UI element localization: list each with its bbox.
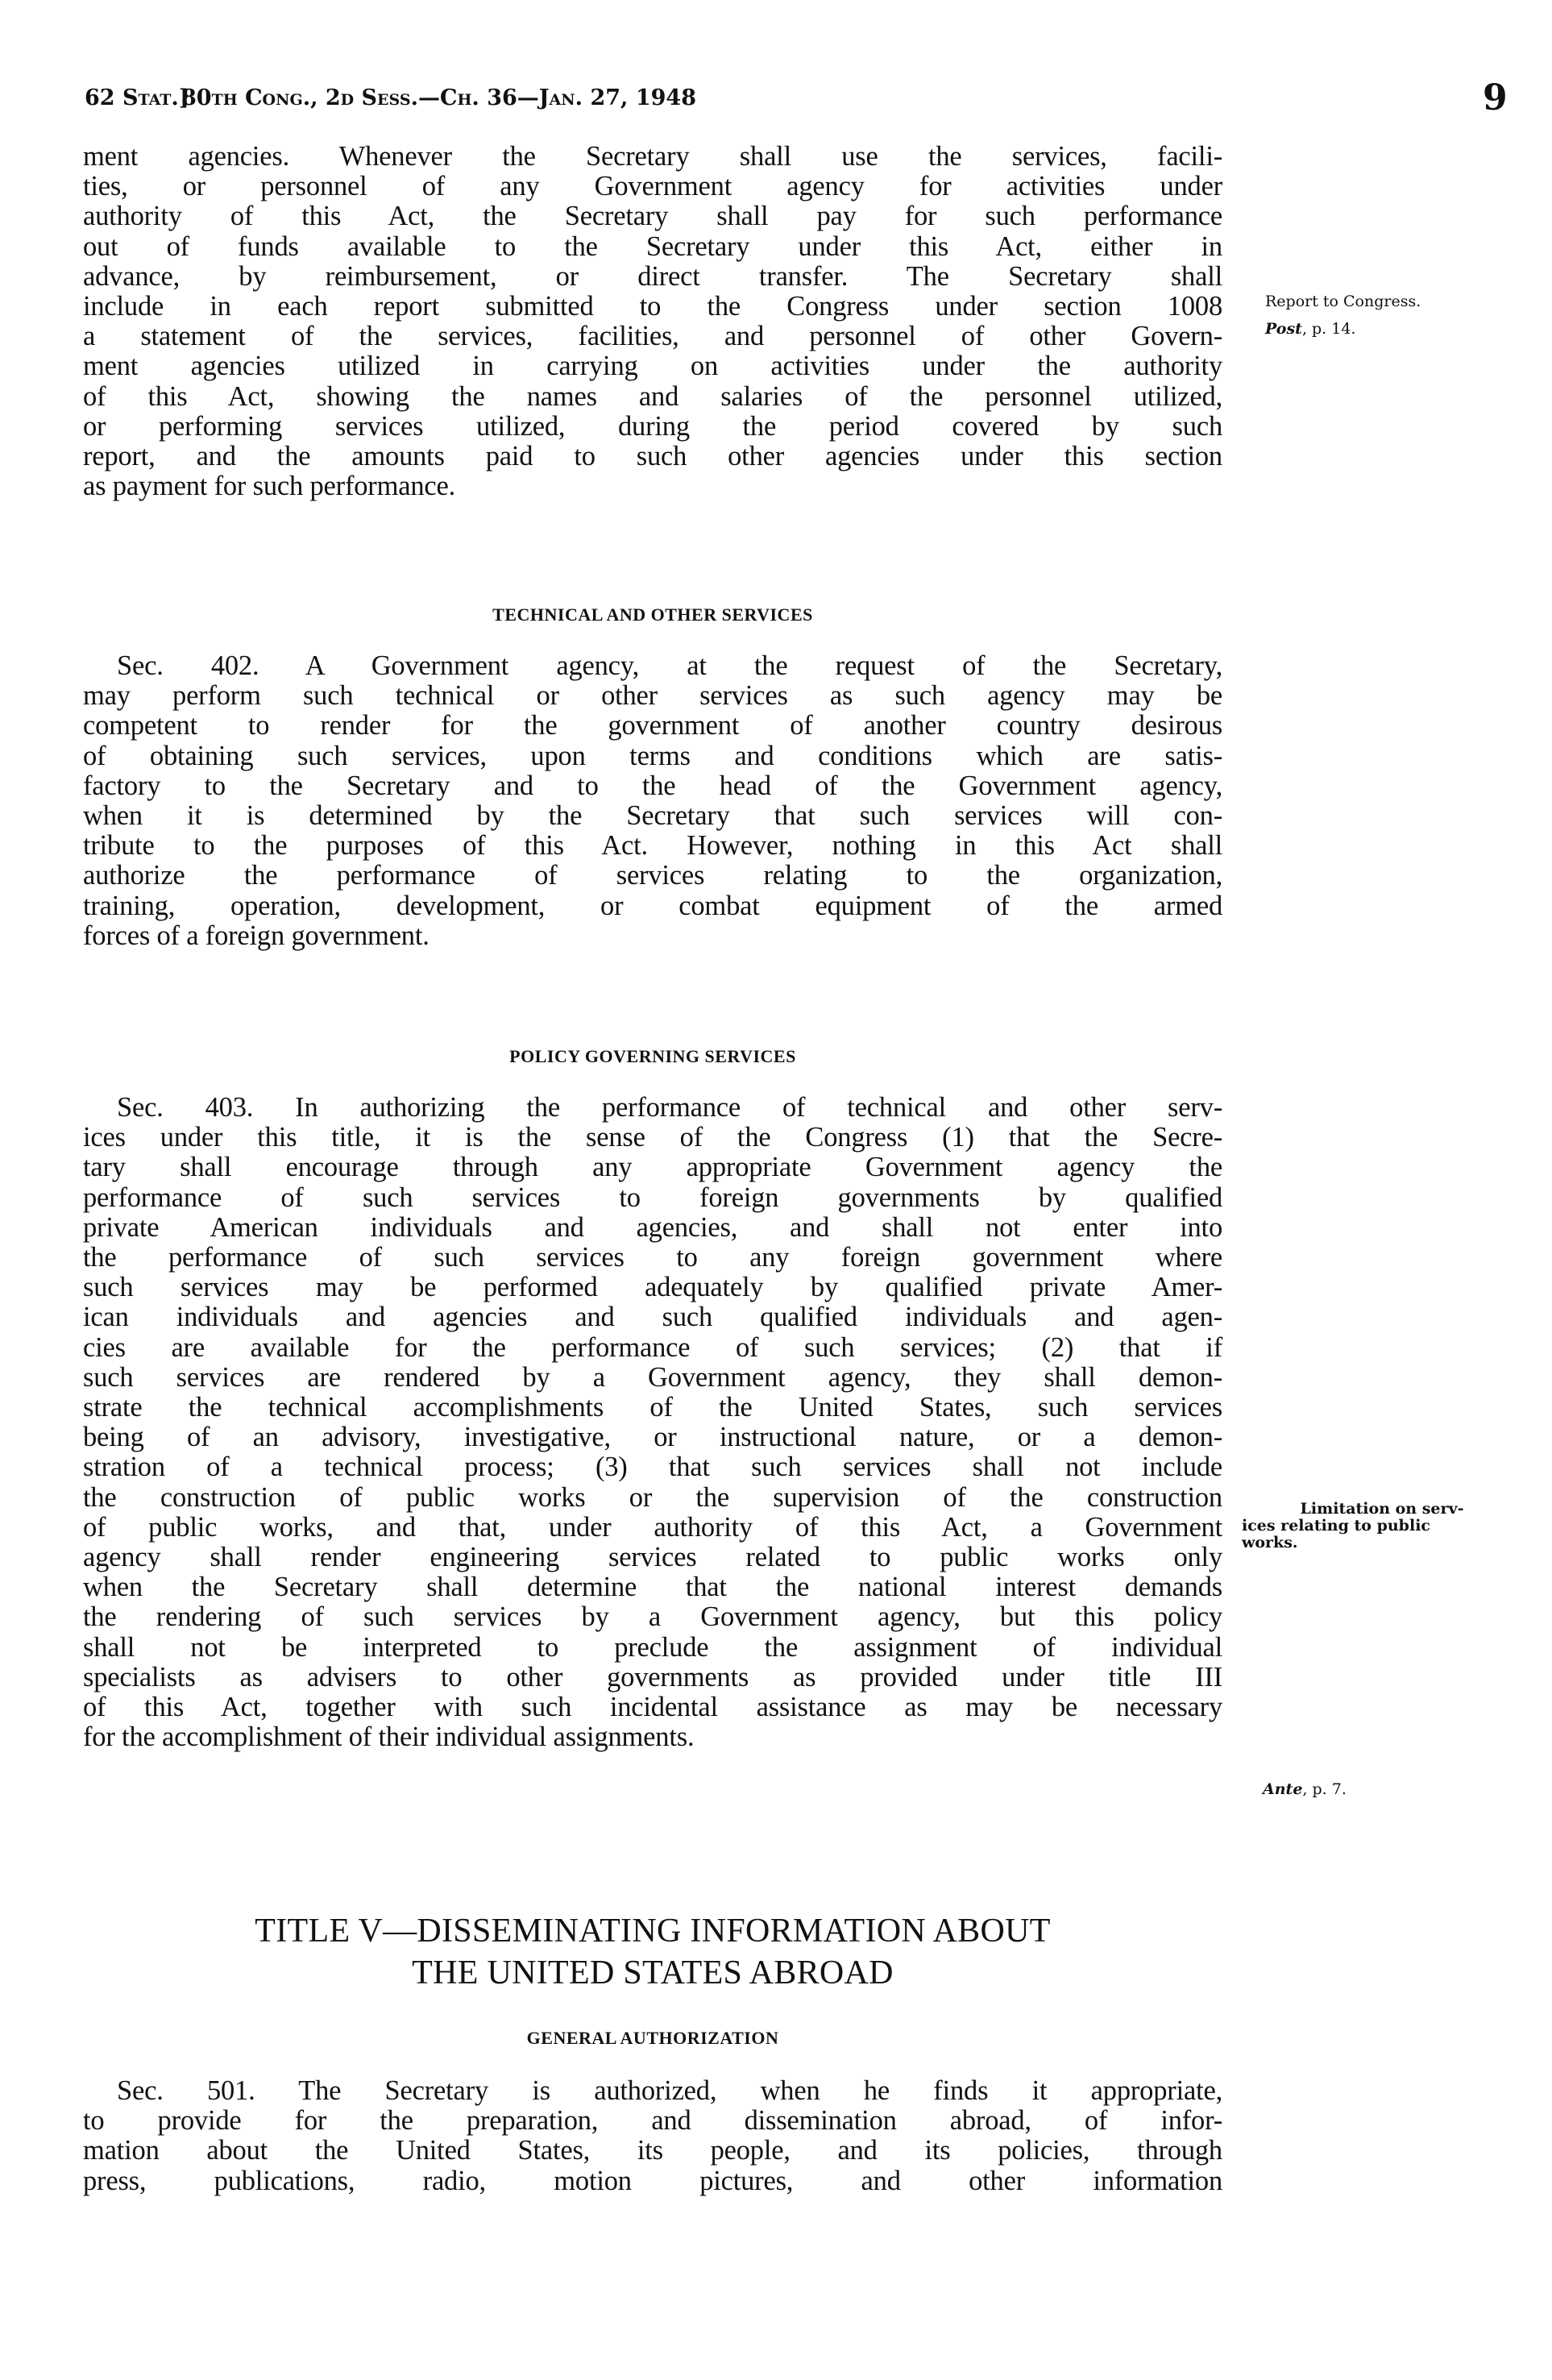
text-line: authorize the performance of services relating to the organization, [83,860,1222,891]
text-line: a statement of the services, facilities, and personnel of other Govern- [83,321,1222,352]
text-line: ment agencies. Whenever the Secretary shall use the services, facili- [83,141,1222,172]
paragraph-text [83,142,1222,501]
margin-note-text: Report to Congress. [1265,293,1421,310]
text-line: of this Act, showing the names and salaries of the personnel utilized, [83,380,1222,412]
text-line: when the Secretary shall determine that the national interest demands [83,1572,1222,1603]
text-line: when it is determined by the Secretary that such services will con- [83,800,1222,832]
text-line: the rendering of such services by a Government agency, but this policy [83,1601,1222,1633]
title-heading-line-1: TITLE V—DISSEMINATING INFORMATION ABOUT [255,1913,1051,1950]
text-line: performance of such services to foreign governments by qualified [83,1182,1222,1213]
text-line: Sec. 403. In authorizing the performance of technical and other serv- [117,1092,1222,1123]
text-line: advance, by reimbursement, or direct transfer. The Secretary shall [83,260,1222,292]
text-line: the performance of such services to any foreign government where [83,1242,1222,1273]
margin-note-text: Limitation on serv- [1300,1500,1464,1518]
margin-note-italic: Post [1265,320,1302,338]
text-line: cies are available for the performance of such services; (2) that if [83,1331,1222,1363]
paragraph-text [83,2076,1222,2196]
margin-note-post-reference [1265,321,1355,338]
text-line: such services are rendered by a Government agency, they shall demon- [83,1361,1222,1393]
title-v-heading [83,1910,1222,1994]
text-line: for the accomplishment of their individual assignments. [83,1722,695,1753]
text-line: Sec. 501. The Secretary is authorized, when he finds it appropriate, [117,2075,1222,2106]
text-line: report, and the amounts paid to such other agencies under this section [83,441,1222,472]
margin-note-limitation-cont [1242,1518,1430,1551]
sec403-paragraph [83,1093,1222,1752]
volume-reference: 62 Stat.] [85,85,189,110]
text-line: the construction of public works or the supervision of the construction [83,1481,1222,1513]
continuation-paragraph [83,142,1222,501]
section-heading: POLICY GOVERNING SERVICES [509,1046,796,1066]
text-line: include in each report submitted to the Congress under section 1008 [83,291,1222,322]
text-line: mation about the United States, its people, and its policies, through [83,2135,1222,2166]
section-heading: TECHNICAL AND OTHER SERVICES [492,604,813,625]
text-line: such services may be performed adequately by qualified private Amer- [83,1272,1222,1303]
text-line: competent to render for the government of another country desirous [83,710,1222,741]
text-line: training, operation, development, or combat equipment of the armed [83,890,1222,921]
text-line: may perform such technical or other services as such agency may be [83,680,1222,712]
text-line: as payment for such performance. [83,471,456,502]
sec501-heading-wrap [83,2028,1222,2049]
title-heading-line-2: THE UNITED STATES ABROAD [412,1954,894,1992]
text-line: forces of a foreign government. [83,920,429,951]
text-line: tribute to the purposes of this Act. However, nothing in this Act shall [83,830,1222,862]
text-line: to provide for the preparation, and dissemination abroad, of infor- [83,2105,1222,2137]
section-heading: GENERAL AUTHORIZATION [526,2028,779,2048]
margin-note-text: , p. 7. [1302,1780,1347,1798]
margin-note-ante-reference [1263,1781,1347,1798]
text-line: of public works, and that, under authority of this Act, a Government [83,1511,1222,1543]
sec501-paragraph [83,2076,1222,2196]
text-line: private American individuals and agencies, and shall not enter into [83,1211,1222,1243]
running-head [0,77,1552,118]
text-line: authority of this Act, the Secretary shall pay for such performance [83,201,1222,232]
sec402-heading-wrap [83,604,1222,625]
text-line: of this Act, together with such incidental assistance as may be necessary [83,1692,1222,1723]
text-line: out of funds available to the Secretary under this Act, either in [83,231,1222,262]
text-line: strate the technical accomplishments of the United States, such services [83,1392,1222,1423]
sec402-paragraph [83,651,1222,951]
text-line: being of an advisory, investigative, or instructional nature, or a demon- [83,1422,1222,1453]
text-line: of obtaining such services, upon terms and conditions which are satis- [83,740,1222,771]
text-line: or performing services utilized, during the period covered by such [83,410,1222,442]
text-line: Sec. 402. A Government agency, at the request of the Secretary, [117,650,1222,681]
margin-note-text: ices relating to public [1242,1517,1430,1535]
margin-note-report-to-congress [1265,293,1421,310]
text-line: agency shall render engineering services related to public works only [83,1542,1222,1573]
paragraph-text [83,651,1222,951]
text-line: ment agencies utilized in carrying on activities under the authority [83,351,1222,382]
text-line: tary shall encourage through any appropriate Government agency the [83,1152,1222,1183]
page-number: 9 [1483,77,1508,118]
session-line: 80th Cong., 2d Sess.—Ch. 36—Jan. 27, 1948 [181,85,696,110]
text-line: ican individuals and agencies and such qualified individuals and agen- [83,1302,1222,1333]
margin-note-text: works. [1242,1534,1298,1551]
text-line: press, publications, radio, motion pictures, and other information [83,2165,1222,2196]
paragraph-text [83,1093,1222,1752]
text-line: ices under this title, it is the sense of the Congress (1) that the Secre- [83,1122,1222,1153]
text-line: factory to the Secretary and to the head of the Government agency, [83,770,1222,801]
text-line: ties, or personnel of any Government agency for activities under [83,171,1222,202]
text-line: stration of a technical process; (3) that such services shall not include [83,1452,1222,1483]
margin-note-limitation [1245,1501,1519,1518]
margin-note-italic: Ante [1263,1780,1303,1798]
text-line: shall not be interpreted to preclude the assignment of individual [83,1631,1222,1663]
margin-note-text: , p. 14. [1301,320,1356,338]
text-line: specialists as advisers to other governments as provided under title III [83,1661,1222,1693]
sec403-heading-wrap [83,1046,1222,1067]
